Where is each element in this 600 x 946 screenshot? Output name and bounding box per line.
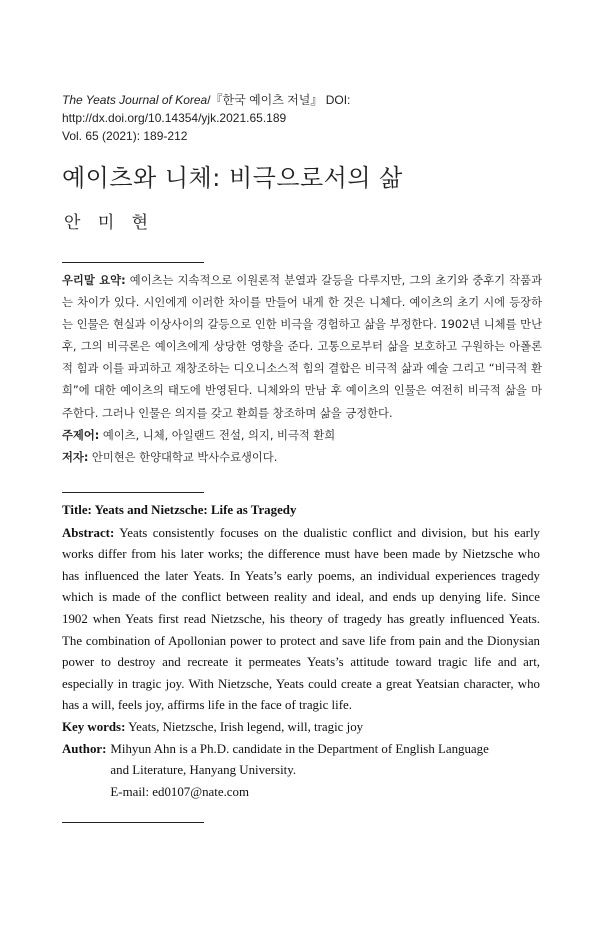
korean-author bbox=[62, 447, 542, 469]
author-name: 안 미 현 bbox=[64, 213, 155, 233]
korean-abstract-section bbox=[62, 270, 542, 469]
korean-abstract bbox=[62, 270, 542, 425]
journal-title: The Yeats Journal of Korea bbox=[62, 93, 208, 107]
divider bbox=[62, 492, 204, 493]
english-author bbox=[62, 739, 540, 804]
english-author-line: Mihyun Ahn is a Ph.D. candidate in the Department of English Language bbox=[110, 741, 489, 756]
divider bbox=[62, 262, 204, 263]
divider bbox=[62, 822, 204, 823]
english-title-label: Title: bbox=[62, 503, 92, 517]
english-abstract-section bbox=[62, 500, 540, 803]
english-abstract-text: Yeats consistently focuses on the dualistic conflict and division, but his early works differ from his later works; the difference must have been made by Nietzsche who has influenced the later Yeats. In Yeats’s early poems, an individual experiences tragedy which is made of the conflict between reality and ideal, and ends up denying life. Since 1902 when Yeats first read Nietzsche, his theory of tragedy has greatly influenced Yeats. The combination of Apollonian power to protect and save life from pain and the Dionysian power to destroy and recreate it permeates Yeats’s attitude toward tragic life and art, especially in tragic joy. With Nietzsche, Yeats could create a great Yeatsian character, who has a will, feels joy, affirms life in the face of tragic life. bbox=[62, 525, 540, 713]
korean-author-text: 안미현은 한양대학교 박사수료생이다. bbox=[88, 450, 278, 464]
korean-author-label: 저자: bbox=[62, 450, 89, 464]
korean-abstract-text: 예이츠는 지속적으로 이원론적 분열과 갈등을 다루지만, 그의 초기와 중후기 작품과는 차이가 있다. 시인에게 이러한 차이를 만들어 내게 한 것은 니체다. 예이츠의 초기 시에 등장하는 인물은 현실과 이상사이의 갈등으로 인한 비극을 경험하고 삶을 부정한다. 1902년 니체를 만난 후, 그의 비극론은 예이츠에게 상당한 영향을 준다. 고통으로부터 삶을 보호하고 구원하는 아폴론적 힘과 이를 파괴하고 재창조하는 디오니소스적 힘의 결합은 비극적 삶과 예술 그리고 “비극적 환희”에 대한 예이츠의 태도에 반영된다. 니체와의 만남 후 예이츠의 인물은 여전히 비극적 삶을 마주한다. 그러나 인물은 의지를 갖고 환희를 창조하며 삶을 긍정한다. bbox=[62, 274, 543, 420]
english-keywords bbox=[62, 717, 540, 739]
korean-journal-title: /『한국 예이츠 저널』 bbox=[207, 93, 323, 107]
english-author-lines bbox=[110, 739, 488, 804]
citation-line bbox=[62, 91, 562, 127]
english-author-label: Author: bbox=[62, 741, 107, 756]
english-abstract bbox=[62, 523, 540, 717]
english-keywords-label: Key words: bbox=[62, 719, 126, 734]
english-title bbox=[62, 500, 540, 522]
korean-keywords-text: 예이츠, 니체, 아일랜드 전설, 의지, 비극적 환희 bbox=[99, 428, 336, 442]
paper-title: 예이츠와 니체: 비극으로서의 삶 bbox=[62, 164, 403, 192]
english-abstract-label: Abstract: bbox=[62, 525, 115, 540]
doi: DOI: http://dx.doi.org/10.14354/yjk.2021.65.189 bbox=[62, 93, 351, 125]
korean-abstract-label: 우리말 요약: bbox=[62, 274, 126, 287]
journal-header bbox=[62, 91, 562, 145]
english-title-text: Yeats and Nietzsche: Life as Tragedy bbox=[91, 503, 297, 517]
english-keywords-text: Yeats, Nietzsche, Irish legend, will, tragic joy bbox=[125, 719, 364, 734]
english-author-email: E-mail: ed0107@nate.com bbox=[110, 784, 249, 799]
volume-line: Vol. 65 (2021): 189-212 bbox=[62, 129, 188, 143]
english-author-line: and Literature, Hanyang University. bbox=[110, 763, 297, 778]
korean-keywords bbox=[62, 425, 542, 447]
korean-keywords-label: 주제어: bbox=[62, 428, 100, 442]
